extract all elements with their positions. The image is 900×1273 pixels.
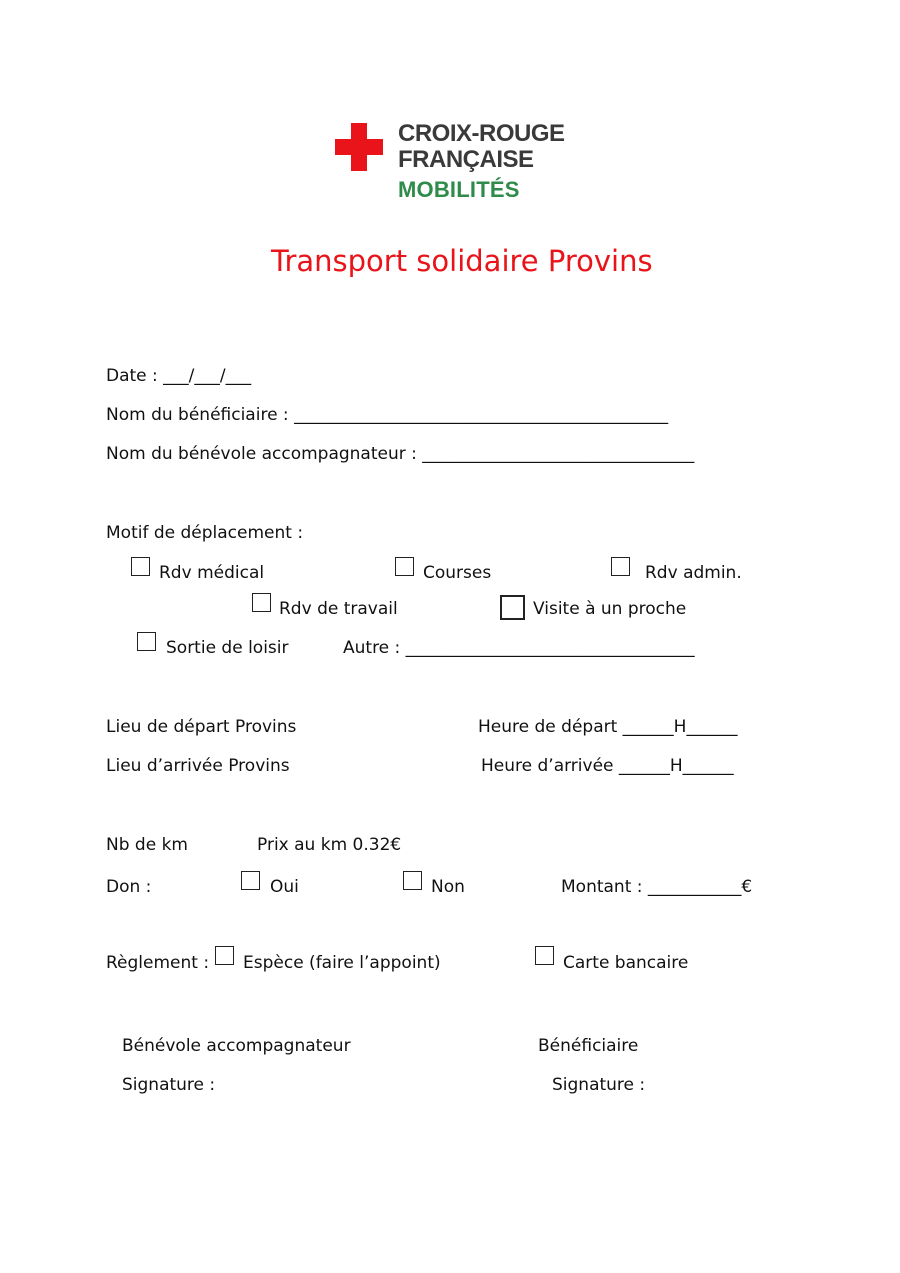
rdv-admin-checkbox[interactable] bbox=[611, 557, 630, 576]
benevole-signature-field[interactable]: Signature : bbox=[122, 1075, 216, 1095]
visite-proche-label: Visite à un proche bbox=[533, 599, 687, 619]
beneficiaire-signature-field[interactable]: Signature : bbox=[552, 1075, 646, 1095]
nb-km-label: Nb de km bbox=[106, 835, 188, 855]
carte-bancaire-label: Carte bancaire bbox=[563, 953, 689, 973]
heure-depart-field[interactable]: Heure de départ ______H______ bbox=[478, 717, 738, 737]
heure-arrivee-field[interactable]: Heure d’arrivée ______H______ bbox=[481, 756, 734, 776]
logo-text-line1: CROIX-ROUGE bbox=[398, 120, 565, 147]
benevole-signature-heading: Bénévole accompagnateur bbox=[122, 1036, 351, 1056]
rdv-medical-label: Rdv médical bbox=[159, 563, 265, 583]
don-non-checkbox[interactable] bbox=[403, 871, 422, 890]
don-oui-label: Oui bbox=[270, 877, 299, 897]
don-label: Don : bbox=[106, 877, 152, 897]
espece-label: Espèce (faire l’appoint) bbox=[243, 953, 441, 973]
rdv-admin-label: Rdv admin. bbox=[645, 563, 742, 583]
don-oui-checkbox[interactable] bbox=[241, 871, 260, 890]
courses-checkbox[interactable] bbox=[395, 557, 414, 576]
beneficiaire-name-field[interactable]: Nom du bénéficiaire : ____________________________________________ bbox=[106, 405, 669, 425]
sortie-loisir-checkbox[interactable] bbox=[137, 632, 156, 651]
visite-proche-checkbox[interactable] bbox=[500, 595, 525, 620]
prix-km-label: Prix au km 0.32€ bbox=[257, 835, 402, 855]
lieu-depart-label: Lieu de départ Provins bbox=[106, 717, 297, 737]
courses-label: Courses bbox=[423, 563, 492, 583]
date-field[interactable]: Date : ___/___/___ bbox=[106, 366, 252, 386]
lieu-arrivee-label: Lieu d’arrivée Provins bbox=[106, 756, 290, 776]
carte-bancaire-checkbox[interactable] bbox=[535, 946, 554, 965]
logo-text-line2: FRANÇAISE bbox=[398, 146, 534, 173]
rdv-medical-checkbox[interactable] bbox=[131, 557, 150, 576]
logo-text-line3: MOBILITÉS bbox=[398, 177, 520, 202]
rdv-travail-label: Rdv de travail bbox=[279, 599, 398, 619]
reglement-label: Règlement : bbox=[106, 953, 210, 973]
red-cross-icon bbox=[335, 123, 383, 171]
sortie-loisir-label: Sortie de loisir bbox=[166, 638, 289, 658]
espece-checkbox[interactable] bbox=[215, 946, 234, 965]
benevole-name-field[interactable]: Nom du bénévole accompagnateur : ________________________________ bbox=[106, 444, 695, 464]
page-title: Transport solidaire Provins bbox=[271, 244, 653, 278]
rdv-travail-checkbox[interactable] bbox=[252, 593, 271, 612]
montant-field[interactable]: Montant : ___________€ bbox=[561, 877, 753, 897]
don-non-label: Non bbox=[431, 877, 465, 897]
beneficiaire-signature-heading: Bénéficiaire bbox=[538, 1036, 639, 1056]
motif-label: Motif de déplacement : bbox=[106, 523, 304, 543]
autre-field[interactable]: Autre : __________________________________ bbox=[343, 638, 695, 658]
